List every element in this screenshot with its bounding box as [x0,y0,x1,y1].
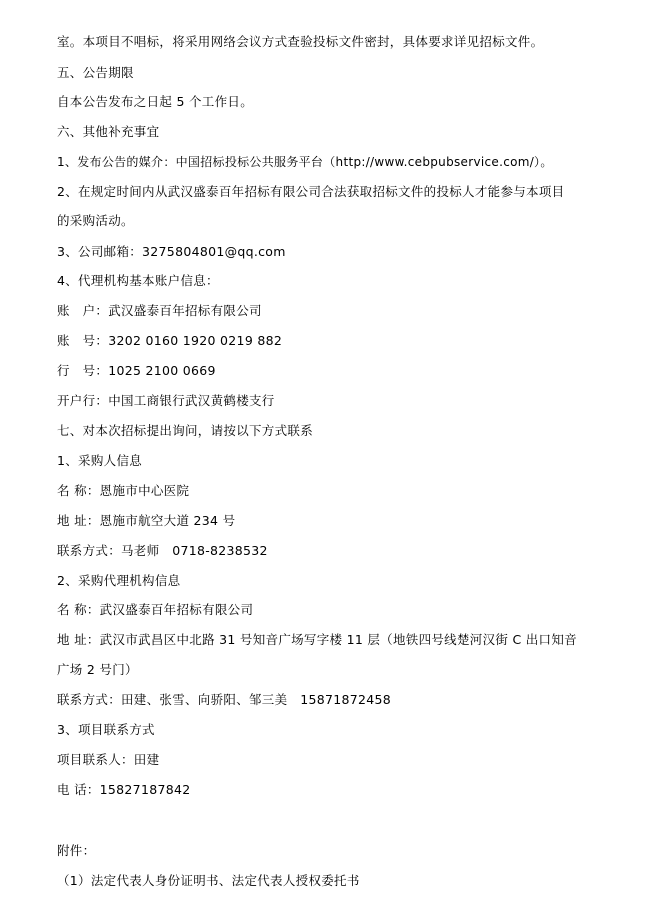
text-line-agency-contact: 联系方式：田建、张雪、向骄阳、邹三美 15871872458 [57,692,391,707]
text-line-account-number: 账 号：3202 0160 1920 0219 882 [57,333,283,348]
section-heading-other-matters: 六、其他补充事宜 [57,124,160,139]
text-line-bank: 开户行：中国工商银行武汉黄鹤楼支行 [57,393,275,408]
text-line-notice-opening: 室。本项目不唱标，将采用网络会议方式查验投标文件密封，具体要求详见招标文件。 [57,34,544,49]
text-line-eligibility-cont: 的采购活动。 [57,213,134,228]
text-line-purchaser-heading: 1、采购人信息 [57,453,143,468]
section-heading-contact: 七、对本次招标提出询问，请按以下方式联系 [57,423,314,438]
text-line-agency-name: 名 称：武汉盛泰百年招标有限公司 [57,602,254,617]
text-line-purchaser-name: 名 称：恩施市中心医院 [57,483,190,498]
text-line-period: 自本公告发布之日起 5 个工作日。 [57,94,254,109]
text-line-agency-heading: 2、采购代理机构信息 [57,573,181,588]
text-line-email: 3、公司邮箱：3275804801@qq.com [57,244,286,259]
text-line-account-heading: 4、代理机构基本账户信息： [57,273,219,288]
text-line-purchaser-contact: 联系方式：马老师 0718-8238532 [57,543,268,558]
text-line-purchaser-address: 地 址：恩施市航空大道 234 号 [57,513,236,528]
text-line-account-name: 账 户：武汉盛泰百年招标有限公司 [57,303,262,318]
text-line-agency-address-cont: 广场 2 号门） [57,662,138,677]
text-line-agency-address: 地 址：武汉市武昌区中北路 31 号知音广场写字楼 11 层（地铁四号线楚河汉街 C 出口知音 [57,632,577,647]
text-line-eligibility: 2、在规定时间内从武汉盛泰百年招标有限公司合法获取招标文件的投标人才能参与本项目 [57,184,565,199]
text-line-attachments-heading: 附件： [57,843,96,858]
text-line-project-phone: 电 话：15827187842 [57,782,191,797]
text-line-media: 1、发布公告的媒介：中国招标投标公共服务平台（http://www.cebpubservice.com/）。 [57,155,553,169]
text-line-attachment-1: （1）法定代表人身份证明书、法定代表人授权委托书 [57,873,360,888]
text-line-bank-code: 行 号：1025 2100 0669 [57,363,216,378]
section-heading-announcement-period: 五、公告期限 [57,65,134,80]
text-line-project-contact-person: 项目联系人：田建 [57,752,160,767]
text-line-project-contact-heading: 3、项目联系方式 [57,722,155,737]
